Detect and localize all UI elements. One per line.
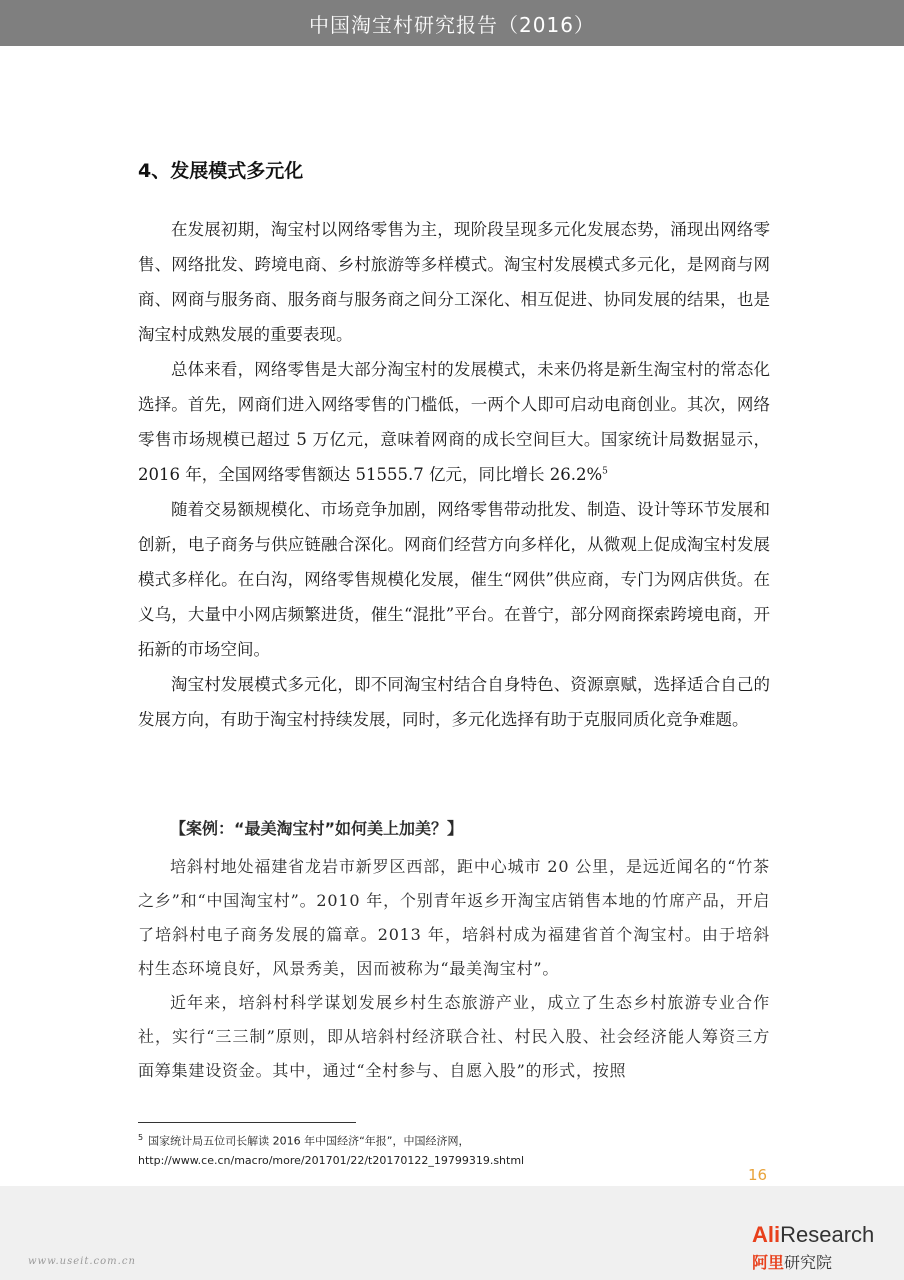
paragraph: [138, 352, 770, 492]
footnote-reference[interactable]: 5: [602, 466, 608, 477]
footnote-url[interactable]: http://www.ce.cn/macro/more/201701/22/t20170122_19799319.shtml: [138, 1153, 525, 1167]
section-body: [138, 212, 770, 737]
paragraph: 随着交易额规模化、市场竞争加剧，网络零售带动批发、制造、设计等环节发展和创新，电子商务与供应链融合深化。网商们经营方向多样化，从微观上促成淘宝村发展模式多样化。在白沟，网络零售规模化发展，催生“网供”供应商，专门为网店供货。在义乌，大量中小网店频繁进货，催生“混批”平台。在普宁，部分网商探索跨境电商，开拓新的市场空间。: [138, 500, 770, 659]
paragraph: 淘宝村发展模式多元化，即不同淘宝村结合自身特色、资源禀赋，选择适合自己的发展方向，有助于淘宝村持续发展，同时，多元化选择有助于克服同质化竞争难题。: [138, 675, 770, 729]
logo-wordmark-en: [752, 1222, 874, 1248]
case-paragraph: 培斜村地处福建省龙岩市新罗区西部，距中心城市 20 公里，是远近闻名的“竹茶之乡”和“中国淘宝村”。2010 年，个别青年返乡开淘宝店销售本地的竹席产品，开启了培斜村电子商务发展的篇章。2013 年，培斜村成为福建省首个淘宝村。由于培斜村生态环境良好，风景秀美，因而被称为“最美淘宝村”。: [138, 857, 770, 978]
footnote: [138, 1128, 778, 1170]
case-study: [138, 812, 770, 1088]
footnote-number: 5: [138, 1133, 144, 1142]
aliresearch-logo: [752, 1222, 902, 1276]
footnote-divider: [138, 1122, 356, 1123]
paragraph: 在发展初期，淘宝村以网络零售为主，现阶段呈现多元化发展态势，涌现出网络零售、网络批发、跨境电商、乡村旅游等多样模式。淘宝村发展模式多元化，是网商与网商、网商与服务商、服务商与服务商之间分工深化、相互促进、协同发展的结果，也是淘宝村成熟发展的重要表现。: [138, 220, 770, 344]
logo-ali-text: Ali: [752, 1222, 781, 1247]
watermark: www.useit.com.cn: [28, 1256, 136, 1267]
page-number: 16: [748, 1166, 768, 1184]
section-heading: 4、发展模式多元化: [138, 160, 304, 182]
logo-cn-research-text: 研究院: [784, 1255, 833, 1272]
footnote-line: [138, 1128, 778, 1151]
logo-wordmark-cn: [752, 1250, 832, 1273]
footnote-text: 国家统计局五位司长解读 2016 年中国经济“年报”，中国经济网，: [148, 1134, 470, 1148]
report-header-banner: [0, 0, 904, 46]
case-title: 【案例：“最美淘宝村”如何美上加美？】: [170, 819, 464, 838]
paragraph-text: 总体来看，网络零售是大部分淘宝村的发展模式，未来仍将是新生淘宝村的常态化选择。首先，网商们进入网络零售的门槛低，一两个人即可启动电商创业。其次，网络零售市场规模已超过 5 万亿元，意味着网商的成长空间巨大。国家统计局数据显示，2016 年，全国网络零售额达 51555.7 亿元，同比增长 26.2%: [138, 360, 770, 484]
logo-research-text: Research: [780, 1222, 875, 1247]
logo-cn-ali-text: 阿里: [752, 1255, 785, 1272]
case-paragraph: 近年来，培斜村科学谋划发展乡村生态旅游产业，成立了生态乡村旅游专业合作社，实行“三三制”原则，即从培斜村经济联合社、村民入股、社会经济能人筹资三方面筹集建设资金。其中，通过“全村参与、自愿入股”的形式，按照: [138, 993, 770, 1080]
report-title: 中国淘宝村研究报告（2016）: [309, 12, 595, 37]
